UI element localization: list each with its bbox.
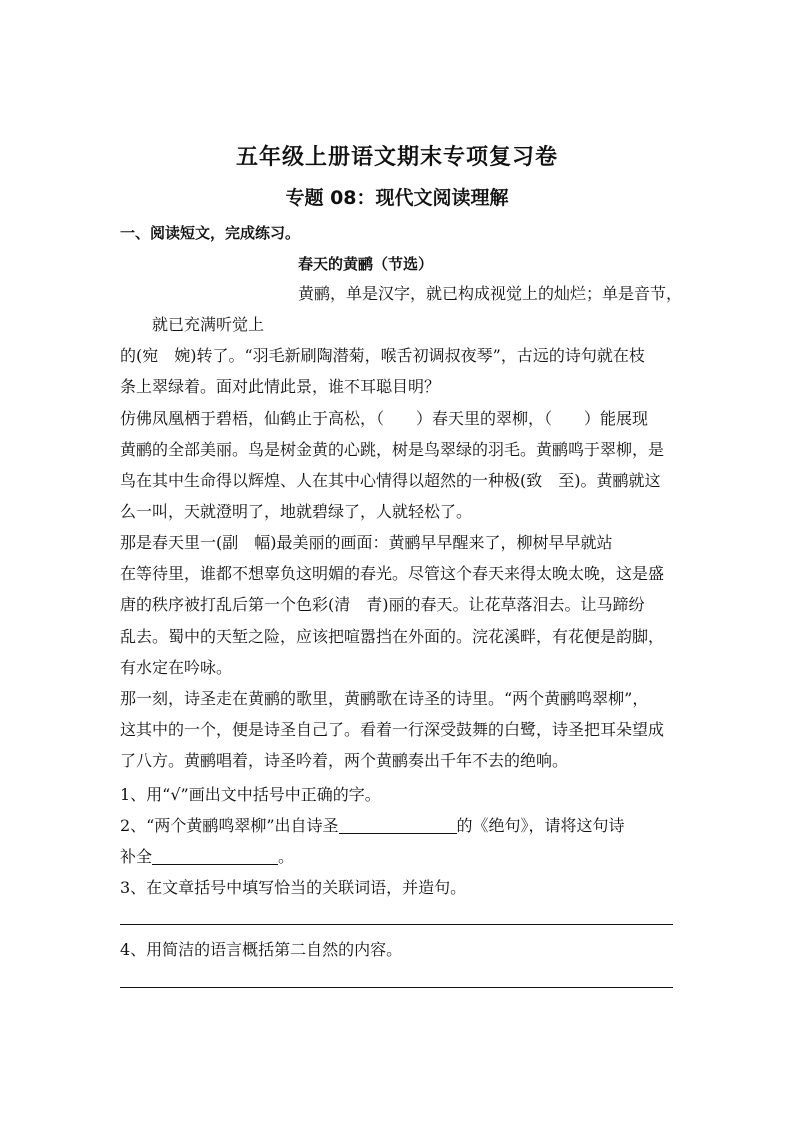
passage-line: 有水定在吟咏。 (120, 658, 233, 677)
passage-line: 黄鹂的全部美丽。鸟是树金黄的心跳，树是鸟翠绿的羽毛。黄鹂鸣于翠柳，是 (120, 440, 665, 459)
passage-title: 春天的黄鹂（节选） (298, 255, 434, 273)
passage-line: 了八方。黄鹂唱着，诗圣吟着，两个黄鹂奏出千年不去的绝响。 (120, 751, 569, 770)
question-3-answer-line[interactable] (120, 924, 673, 925)
passage-line: 唐的秩序被打乱后第一个色彩(清 青)丽的春天。让花草落泪去。让马蹄纷 (120, 595, 645, 614)
passage-line: 黄鹂，单是汉字，就已构成视觉上的灿烂；单是音节， (298, 284, 683, 303)
passage-line: 那是春天里一(副 幅)最美丽的画面：黄鹂早早醒来了，柳树早早就站 (120, 533, 613, 552)
question-1: 1、用“√”画出文中括号中正确的字。 (120, 785, 381, 804)
passage-line: 条上翠绿着。面对此情此景，谁不耳聪目明？ (120, 377, 441, 396)
question-3: 3、在文章括号中填写恰当的关联词语，并造句。 (120, 878, 467, 897)
page-title: 五年级上册语文期末专项复习卷 (235, 145, 558, 170)
passage-line: 乱去。蜀中的天堑之险，应该把喧嚣挡在外面的。浣花溪畔，有花便是韵脚， (120, 627, 665, 646)
passage-line: 仿佛凤凰栖于碧梧，仙鹤止于高松，（ ）春天里的翠柳，（ ）能展现 (120, 409, 649, 428)
question-2-text-c: 补全 (120, 847, 153, 866)
passage-line: 么一叫，天就澄明了，地就碧绿了，人就轻松了。 (120, 502, 473, 521)
question-2 (120, 815, 625, 837)
passage-line: 鸟在其中生命得以辉煌、人在其中心情得以超然的一种极(致 至)。黄鹂就这 (120, 471, 661, 490)
section-heading: 一、阅读短文，完成练习。 (120, 224, 301, 242)
passage-line: 就已充满听觉上 (152, 315, 265, 334)
poem-completion-blank[interactable] (152, 846, 278, 865)
passage-line: 这其中的一个，便是诗圣自己了。看着一行深受鼓舞的白鹭，诗圣把耳朵望成 (120, 720, 665, 739)
question-2-continued (120, 846, 294, 868)
question-2-text-b: 的《绝句》，请将这句诗 (456, 816, 625, 835)
question-2-text-a: 2、“两个黄鹂鸣翠柳”出自诗圣 (120, 816, 339, 835)
passage-line: 那一刻，诗圣走在黄鹂的歌里，黄鹂歌在诗圣的诗里。“两个黄鹂鸣翠柳”， (120, 689, 649, 708)
passage-line: 的(宛 婉)转了。“羽毛新刷陶潜菊，喉舌初调叔夜琴”，古远的诗句就在枝 (120, 346, 645, 365)
question-4-answer-line[interactable] (120, 987, 673, 988)
page-subtitle: 专题 08：现代文阅读理解 (285, 187, 509, 209)
question-4: 4、用简洁的语言概括第二自然的内容。 (120, 940, 403, 959)
passage-line: 在等待里，谁都不想辜负这明媚的春光。尽管这个春天来得太晚太晚，这是盛 (120, 564, 665, 583)
question-2-text-d: 。 (278, 847, 295, 866)
poet-answer-blank[interactable] (339, 815, 457, 834)
